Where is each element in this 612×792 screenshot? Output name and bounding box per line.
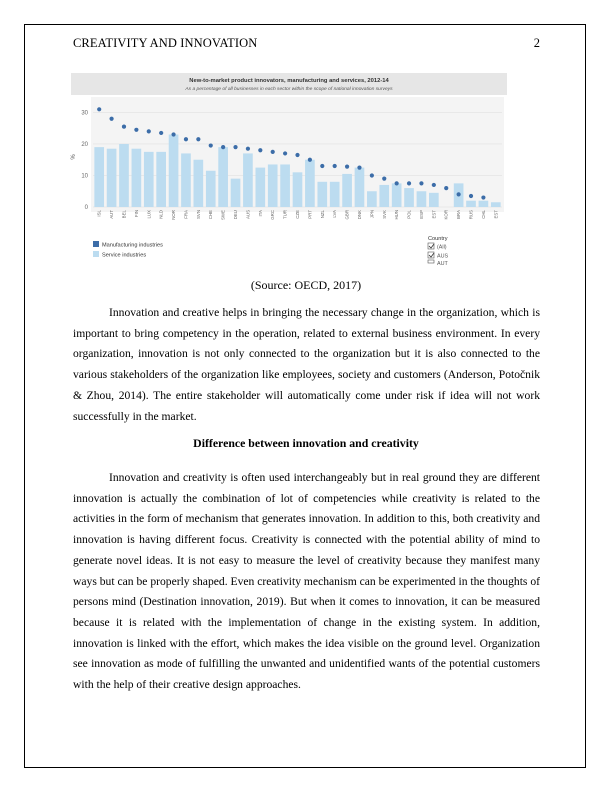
x-tick-label: ISL	[96, 210, 102, 217]
manufacturing-dot	[184, 137, 188, 141]
service-bar	[429, 193, 439, 207]
service-bar	[268, 164, 278, 207]
paragraph-text: Innovation and creativity is often used interchangeably but in real ground they are different innovation is actually the combination of lot of competencies while creativity is related to the activities in the form of mechanism that generates innovation. In addition to this, both creativity and innovation is having different focus. Creativity is connected with the potential ability of mind to generate novel ideas. It is not easy to measure the level of creativity because they manifest many ways but can be properly shaped. Even creativity mechanism can be experimented in the thoughts of persons mind (Destination innovation, 2019). But when it comes to innovation, it can be measured because it is related with the implementation of change in the existing system. In addition, innovation is linked with the effort, which makes the idea visible on the ground level. Organization see innovation as mode of fulfilling the unwanted and unidentified wants of the potential customers with the help of their creative design approaches.	[73, 471, 540, 692]
x-tick-label: NZL	[319, 210, 325, 219]
manufacturing-dot	[233, 145, 237, 149]
manufacturing-dot	[221, 145, 225, 149]
running-head: CREATIVITY AND INNOVATION	[73, 36, 258, 50]
x-tick-label: DNK	[356, 210, 362, 220]
country-filter-title: Country	[428, 236, 448, 242]
country-option-label: AUS	[437, 253, 449, 260]
x-tick-label: RUS	[468, 210, 474, 220]
manufacturing-dot	[320, 164, 324, 168]
service-bar	[255, 168, 265, 207]
manufacturing-dot	[481, 195, 485, 199]
service-bar	[132, 149, 142, 207]
manufacturing-dot	[444, 186, 448, 190]
x-tick-label: EST	[431, 210, 437, 219]
legend-swatch-service	[93, 251, 99, 257]
service-bar	[379, 185, 389, 207]
x-tick-label: SVK	[381, 210, 387, 219]
manufacturing-dot	[97, 107, 101, 111]
x-tick-label: CHL	[480, 210, 486, 219]
manufacturing-dot	[407, 181, 411, 185]
x-tick-label: KOR	[443, 210, 449, 220]
page-number: 2	[533, 36, 540, 50]
manufacturing-dot	[246, 147, 250, 151]
manufacturing-dot	[419, 181, 423, 185]
service-bar	[107, 149, 117, 207]
y-tick-label: 0	[84, 205, 88, 211]
service-bar	[169, 135, 179, 207]
service-bar	[231, 179, 241, 207]
x-tick-label: HUN	[394, 210, 400, 220]
service-bar	[491, 202, 501, 207]
country-checkbox-aut[interactable]	[428, 260, 434, 263]
manufacturing-dot	[457, 192, 461, 196]
y-axis-label: %	[71, 154, 77, 160]
body-paragraph-1	[73, 303, 540, 427]
manufacturing-dot	[295, 153, 299, 157]
service-bar	[367, 191, 377, 207]
manufacturing-dot	[370, 173, 374, 177]
body-paragraph-2	[73, 468, 540, 696]
manufacturing-dot	[357, 166, 361, 170]
x-tick-label: ESP	[418, 210, 424, 219]
service-bar	[479, 201, 489, 207]
x-tick-label: GRC	[270, 210, 276, 220]
service-bar	[392, 183, 402, 207]
service-bar	[144, 152, 154, 207]
oecd-innovators-chart	[71, 73, 507, 267]
service-bar	[218, 147, 228, 207]
x-tick-label: FIN	[133, 210, 139, 218]
x-tick-label: CZE	[295, 210, 300, 219]
service-bar	[305, 160, 315, 207]
service-bar	[417, 191, 427, 207]
x-tick-label: LUX	[146, 210, 152, 219]
paragraph-text: Innovation and creative helps in bringing the necessary change in the organization, which is important to bring competency in the operation, related to external business environment. In every organization, innovation is not only connected to the organization but it is also connected to the various stakeholders of the organization like employees, society and customers (Anderson, Potočnik & Zhou, 2014). The entire stakeholder will automatically come under risk if idea will not work successfully in the market.	[73, 306, 540, 423]
manufacturing-dot	[308, 158, 312, 162]
x-tick-label: CHE	[208, 210, 214, 220]
section-heading: Difference between innovation and creativity	[193, 436, 419, 450]
x-tick-label: FRA	[183, 210, 189, 219]
x-tick-label: ITA	[257, 210, 263, 217]
legend-label-service: Service industries	[102, 252, 147, 259]
manufacturing-dot	[345, 165, 349, 169]
figure-caption: (Source: OECD, 2017)	[250, 278, 362, 292]
service-bar	[466, 201, 476, 207]
service-bar	[355, 168, 365, 207]
legend-label-manufacturing: Manufacturing industries	[102, 242, 163, 249]
x-tick-label: BEL	[121, 210, 127, 219]
manufacturing-dot	[271, 150, 275, 154]
y-tick-label: 20	[81, 141, 88, 148]
x-tick-label: DEU	[233, 210, 239, 220]
manufacturing-dot	[159, 131, 163, 135]
service-bar	[317, 182, 327, 207]
country-option-label: (All)	[437, 244, 447, 251]
service-bar	[280, 164, 290, 207]
y-tick-label: 10	[81, 173, 88, 180]
service-bar	[293, 172, 303, 207]
service-bar	[94, 147, 104, 207]
service-bar	[330, 182, 340, 207]
manufacturing-dot	[147, 129, 151, 133]
manufacturing-dot	[258, 148, 262, 152]
x-tick-label: SWE	[220, 210, 226, 221]
manufacturing-dot	[109, 117, 113, 121]
x-tick-label: NOR	[171, 210, 177, 220]
x-tick-label: LVA	[332, 210, 338, 218]
x-tick-label: BRA	[456, 210, 462, 220]
x-tick-label: AUT	[109, 210, 115, 219]
manufacturing-dot	[333, 164, 337, 168]
service-bar	[206, 171, 216, 207]
x-tick-label: PRT	[307, 210, 313, 219]
x-tick-label: NLD	[158, 210, 164, 219]
x-tick-label: JPN	[369, 210, 375, 219]
manufacturing-dot	[432, 183, 436, 187]
x-tick-label: POL	[406, 210, 412, 219]
service-bar	[194, 160, 204, 207]
country-option-label: AUT	[437, 261, 448, 267]
x-tick-label: SVN	[195, 210, 201, 220]
y-tick-label: 30	[81, 110, 88, 117]
manufacturing-dot	[196, 137, 200, 141]
service-bar	[156, 152, 166, 207]
x-tick-label: GBR	[344, 210, 350, 220]
manufacturing-dot	[134, 128, 138, 132]
manufacturing-dot	[209, 143, 213, 147]
service-bar	[243, 153, 253, 207]
service-bar	[119, 144, 129, 207]
x-tick-label: TUR	[282, 210, 288, 220]
chart-subtitle: As a percentage of all businesses in each sector within the scope of national innovation surveys	[185, 87, 393, 92]
manufacturing-dot	[469, 194, 473, 198]
service-bar	[404, 188, 414, 207]
x-tick-label: AUS	[245, 210, 251, 220]
legend-swatch-manufacturing	[93, 241, 99, 247]
manufacturing-dot	[395, 181, 399, 185]
x-tick-label: EST	[493, 210, 499, 219]
manufacturing-dot	[122, 125, 126, 129]
manufacturing-dot	[171, 132, 175, 136]
manufacturing-dot	[382, 177, 386, 181]
manufacturing-dot	[283, 151, 287, 155]
service-bar	[181, 153, 191, 207]
service-bar	[342, 174, 352, 207]
chart-title: New-to-market product innovators, manufacturing and services, 2012-14	[189, 78, 389, 84]
